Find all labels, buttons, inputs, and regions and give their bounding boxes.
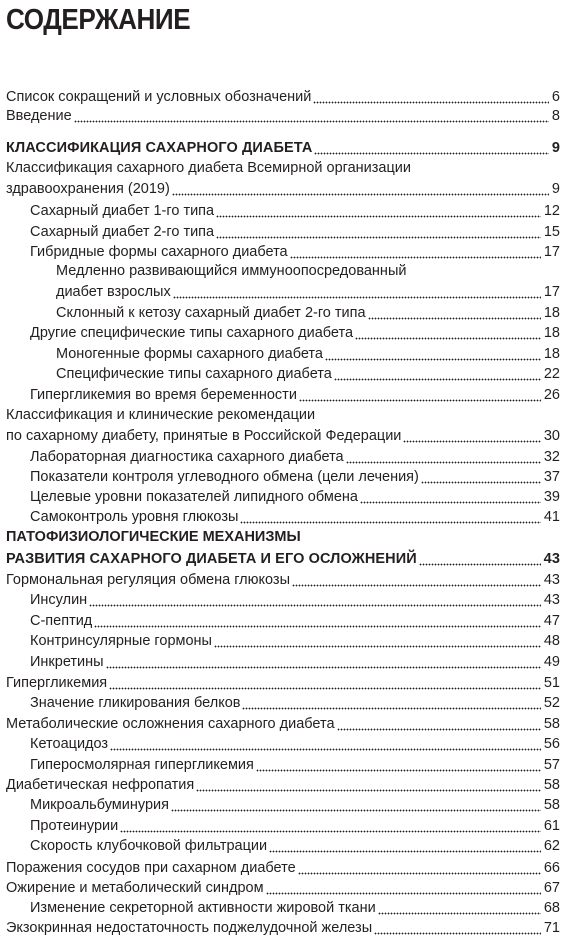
toc-entry-title: РАЗВИТИЯ САХАРНОГО ДИАБЕТА И ЕГО ОСЛОЖНЕНИЙ — [6, 551, 417, 567]
dot-leader — [368, 306, 541, 320]
toc-entry — [6, 176, 560, 198]
toc-entry-page: 18 — [543, 346, 560, 362]
toc-entry-title: Гипергликемия — [6, 675, 108, 691]
toc-entry — [30, 320, 560, 342]
toc-entry — [6, 915, 560, 937]
toc-entry-title: Значение гликирования белков — [30, 695, 241, 711]
dot-leader — [74, 109, 549, 123]
toc-section-entry — [6, 135, 560, 157]
toc-entry-title-line1: Классификация сахарного диабета Всемирной организации — [6, 160, 412, 176]
toc-entry-page: 71 — [543, 920, 560, 936]
toc-entry-title-line1: Медленно развивающийся иммуноопосредованный — [56, 263, 407, 279]
toc-entry — [30, 239, 560, 261]
toc-entry-title: Кетоацидоз — [30, 736, 109, 752]
toc-entry-page: 9 — [551, 140, 560, 156]
toc-entry — [30, 382, 560, 404]
toc-entry — [6, 103, 560, 125]
toc-section-entry — [6, 546, 560, 568]
dot-leader — [378, 901, 541, 915]
dot-leader — [334, 367, 541, 381]
toc-entry-page: 68 — [543, 900, 560, 916]
toc-entry — [30, 752, 560, 774]
dot-leader — [313, 90, 549, 104]
toc-entry-page: 49 — [543, 654, 560, 670]
toc-entry — [30, 731, 560, 753]
toc-entry-page: 17 — [543, 244, 560, 260]
toc-entry-title: Гормональная регуляция обмена глюкозы — [6, 572, 290, 588]
toc-entry-title: Моногенные формы сахарного диабета — [56, 346, 323, 362]
toc-entry — [30, 813, 560, 835]
dot-leader — [299, 388, 541, 402]
toc-entry-title: Микроальбуминурия — [30, 797, 169, 813]
toc-entry-title: Показатели контроля углеводного обмена (цели лечения) — [30, 469, 419, 485]
toc-entry-title: Гибридные формы сахарного диабета — [30, 244, 288, 260]
dot-leader — [216, 225, 541, 239]
dot-leader — [216, 204, 541, 218]
toc-entry-page: 58 — [543, 797, 560, 813]
toc-entry-title: здравоохранения (2019) — [6, 181, 170, 197]
toc-entry — [30, 649, 560, 671]
dot-leader — [314, 141, 548, 155]
dot-leader — [110, 737, 541, 751]
toc-entry-title: Ожирение и метаболический синдром — [6, 880, 264, 896]
toc-entry-title: Инкретины — [30, 654, 104, 670]
toc-entry-page: 58 — [543, 716, 560, 732]
toc-entry-page: 6 — [551, 89, 560, 105]
dot-leader — [355, 326, 541, 340]
toc-entry-title: КЛАССИФИКАЦИЯ САХАРНОГО ДИАБЕТА — [6, 140, 313, 156]
toc-entry — [6, 670, 560, 692]
toc-entry — [6, 711, 560, 733]
toc-entry-title: Поражения сосудов при сахарном диабете — [6, 860, 296, 876]
toc-entry — [56, 361, 560, 383]
toc-entry-title: Диабетическая нефропатия — [6, 777, 195, 793]
toc-entry-page: 18 — [543, 305, 560, 321]
dot-leader — [173, 285, 541, 299]
page-title: СОДЕРЖАНИЕ — [6, 4, 191, 36]
dot-leader — [109, 676, 541, 690]
dot-leader — [325, 347, 541, 361]
toc-entry — [6, 875, 560, 897]
toc-entry-page: 67 — [543, 880, 560, 896]
dot-leader — [360, 490, 541, 504]
toc-entry-title: по сахарному диабету, принятые в Российской Федерации — [6, 428, 402, 444]
dot-leader — [419, 552, 541, 566]
toc-entry-page: 43 — [543, 551, 560, 567]
toc-entry-page: 30 — [543, 428, 560, 444]
toc-entry — [30, 690, 560, 712]
toc-entry — [30, 444, 560, 466]
dot-leader — [337, 717, 541, 731]
toc-entry-title: Сахарный диабет 2-го типа — [30, 224, 215, 240]
toc-entry-title: Протеинурии — [30, 818, 119, 834]
toc-entry — [56, 300, 560, 322]
dot-leader — [94, 614, 541, 628]
toc-entry-title: Сахарный диабет 1-го типа — [30, 203, 215, 219]
toc-entry — [6, 855, 560, 877]
toc-entry-title: Специфические типы сахарного диабета — [56, 366, 332, 382]
toc-entry-page: 57 — [543, 757, 560, 773]
dot-leader — [346, 450, 541, 464]
toc-entry-page: 17 — [543, 284, 560, 300]
toc-entry — [30, 895, 560, 917]
toc-entry-page: 15 — [543, 224, 560, 240]
dot-leader — [89, 593, 541, 607]
dot-leader — [256, 758, 541, 772]
toc-entry-page: 56 — [543, 736, 560, 752]
toc-entry-page: 48 — [543, 633, 560, 649]
toc-entry-page: 58 — [543, 777, 560, 793]
toc-entry-title: Список сокращений и условных обозначений — [6, 89, 312, 105]
toc-entry-title: Склонный к кетозу сахарный диабет 2-го типа — [56, 305, 366, 321]
dot-leader — [120, 819, 541, 833]
toc-entry-page: 52 — [543, 695, 560, 711]
toc-entry — [6, 567, 560, 589]
dot-leader — [214, 634, 541, 648]
dot-leader — [196, 778, 541, 792]
toc-entry — [30, 464, 560, 486]
toc-entry-page: 47 — [543, 613, 560, 629]
dot-leader — [374, 921, 541, 935]
toc-entry-title: Скорость клубочковой фильтрации — [30, 838, 268, 854]
toc-entry-title: Контринсулярные гормоны — [30, 633, 212, 649]
dot-leader — [240, 510, 540, 524]
toc-entry-title-line1: Классификация и клинические рекомендации — [6, 407, 316, 423]
toc-entry — [30, 628, 560, 650]
toc-entry-title: Гипергликемия во время беременности — [30, 387, 297, 403]
toc-entry — [30, 219, 560, 241]
toc-entry — [30, 504, 560, 526]
toc-entry-page: 12 — [543, 203, 560, 219]
dot-leader — [171, 798, 541, 812]
toc-entry-title: Инсулин — [30, 592, 88, 608]
toc-entry-page: 61 — [543, 818, 560, 834]
toc-entry-page: 41 — [543, 509, 560, 525]
toc-entry-page: 8 — [551, 108, 560, 124]
toc-entry-title: Лабораторная диагностика сахарного диабета — [30, 449, 344, 465]
toc-entry-page: 22 — [543, 366, 560, 382]
dot-leader — [172, 182, 549, 196]
toc-entry-page: 62 — [543, 838, 560, 854]
toc-entry — [56, 341, 560, 363]
toc-entry-title: Гиперосмолярная гипергликемия — [30, 757, 254, 773]
toc-entry-title: диабет взрослых — [56, 284, 171, 300]
toc-entry-page: 43 — [543, 592, 560, 608]
toc-entry-title: Введение — [6, 108, 72, 124]
toc-entry-page: 66 — [543, 860, 560, 876]
toc-entry-title: Изменение секреторной активности жировой ткани — [30, 900, 376, 916]
toc-entry-page: 43 — [543, 572, 560, 588]
dot-leader — [106, 655, 541, 669]
toc-entry-title: Целевые уровни показателей липидного обмена — [30, 489, 358, 505]
toc-entry-page: 32 — [543, 449, 560, 465]
dot-leader — [269, 839, 541, 853]
toc-entry-page: 18 — [543, 325, 560, 341]
toc-entry-title: С-пептид — [30, 613, 93, 629]
toc-entry — [30, 484, 560, 506]
dot-leader — [290, 245, 541, 259]
toc-entry — [6, 423, 560, 445]
toc-entry — [6, 772, 560, 794]
toc-entry-title: Метаболические осложнения сахарного диабета — [6, 716, 335, 732]
toc-entry — [30, 608, 560, 630]
toc-entry — [56, 279, 560, 301]
toc-entry — [30, 792, 560, 814]
toc-entry-title: Самоконтроль уровня глюкозы — [30, 509, 239, 525]
toc-entry-page: 9 — [551, 181, 560, 197]
toc-entry — [30, 833, 560, 855]
toc-entry — [30, 587, 560, 609]
dot-leader — [403, 429, 540, 443]
toc-entry — [30, 198, 560, 220]
toc-entry-page: 51 — [543, 675, 560, 691]
toc-entry-title: Экзокринная недостаточность поджелудочной железы — [6, 920, 373, 936]
dot-leader — [266, 881, 541, 895]
toc-entry-title: Другие специфические типы сахарного диабета — [30, 325, 354, 341]
dot-leader — [298, 861, 541, 875]
dot-leader — [242, 696, 540, 710]
dot-leader — [292, 573, 541, 587]
dot-leader — [421, 470, 541, 484]
toc-entry-page: 26 — [543, 387, 560, 403]
toc-entry-page: 37 — [543, 469, 560, 485]
toc-section-title-line1: ПАТОФИЗИОЛОГИЧЕСКИЕ МЕХАНИЗМЫ — [6, 529, 301, 545]
toc-entry-page: 39 — [543, 489, 560, 505]
